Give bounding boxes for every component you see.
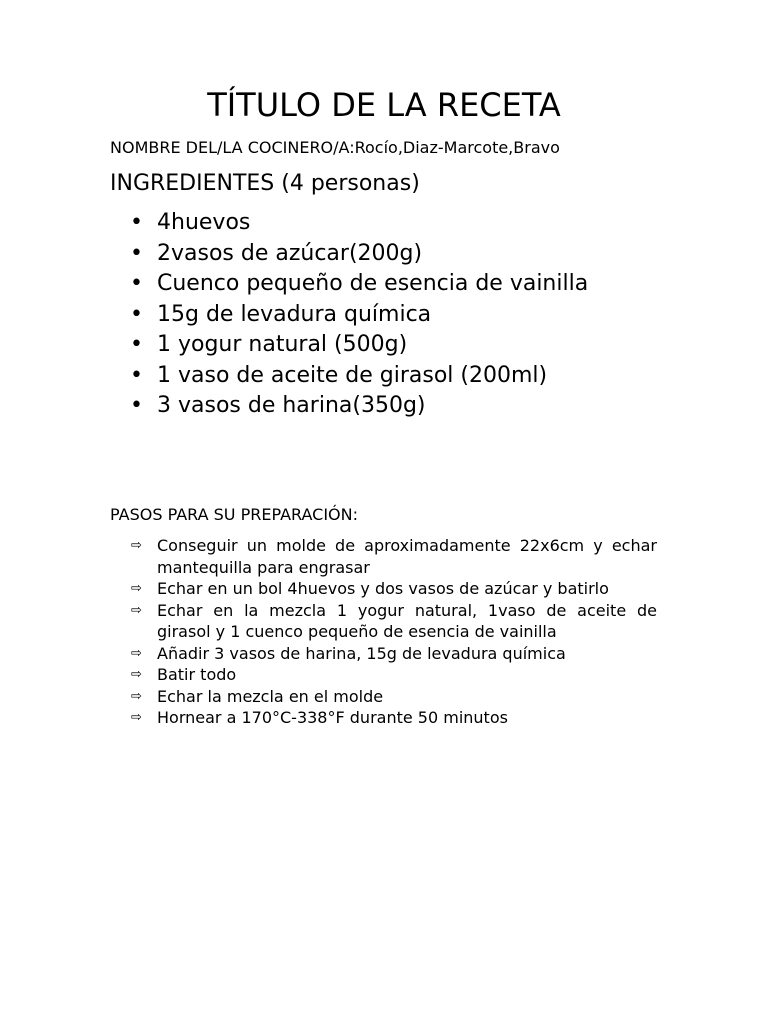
bullet-icon: • xyxy=(130,301,143,327)
ingredient-item xyxy=(110,239,657,270)
ingredient-item xyxy=(110,391,657,422)
ingredient-item xyxy=(110,208,657,239)
ingredient-item xyxy=(110,361,657,392)
ingredient-text: 15g de levadura química xyxy=(157,301,432,327)
step-item xyxy=(131,578,657,600)
step-text: Hornear a 170°C-338°F durante 50 minutos xyxy=(157,708,508,727)
ingredient-text: 3 vasos de harina(350g) xyxy=(157,393,426,418)
step-text: Añadir 3 vasos de harina, 15g de levadura química xyxy=(157,643,566,663)
steps-list xyxy=(131,535,657,729)
step-item xyxy=(131,600,657,643)
bullet-icon: • xyxy=(130,271,143,296)
arrow-right-icon: ⇨ xyxy=(131,581,142,596)
arrow-right-icon: ⇨ xyxy=(131,538,142,553)
bullet-icon: • xyxy=(130,332,143,357)
cook-name-line: NOMBRE DEL/LA COCINERO/A:Rocío,Diaz-Marcote,Bravo xyxy=(110,138,560,157)
bullet-icon: • xyxy=(130,210,143,235)
ingredient-item xyxy=(110,300,657,331)
step-item xyxy=(131,535,657,578)
ingredient-text: 4huevos xyxy=(157,210,251,235)
ingredient-text: Cuenco pequeño de esencia de vainilla xyxy=(157,271,589,296)
step-item xyxy=(131,643,657,665)
step-text: Batir todo xyxy=(157,665,237,684)
ingredient-item xyxy=(110,269,657,300)
arrow-right-icon: ⇨ xyxy=(131,602,142,618)
step-text: Echar en la mezcla 1 yogur natural, 1vaso de aceite de girasol y 1 cuenco pequeño de esencia de vainilla xyxy=(157,600,657,641)
ingredient-text: 1 yogur natural (500g) xyxy=(157,332,408,357)
bullet-icon: • xyxy=(130,393,143,418)
bullet-icon: • xyxy=(130,362,143,388)
step-item xyxy=(131,664,657,686)
arrow-right-icon: ⇨ xyxy=(131,667,142,682)
step-text: Echar la mezcla en el molde xyxy=(157,686,384,706)
step-item xyxy=(131,707,657,729)
arrow-right-icon: ⇨ xyxy=(131,688,142,704)
step-item xyxy=(131,686,657,708)
ingredient-text: 2vasos de azúcar(200g) xyxy=(157,240,423,266)
recipe-title: TÍTULO DE LA RECETA xyxy=(207,86,561,124)
bullet-icon: • xyxy=(130,240,143,266)
arrow-right-icon: ⇨ xyxy=(131,645,142,661)
steps-heading: PASOS PARA SU PREPARACIÓN: xyxy=(110,505,359,524)
step-text: Conseguir un molde de aproximadamente 22x6cm y echar mantequilla para engrasar xyxy=(157,536,657,577)
ingredients-heading: INGREDIENTES (4 personas) xyxy=(110,171,420,196)
ingredient-item xyxy=(110,330,657,361)
step-text: Echar en un bol 4huevos y dos vasos de azúcar y batirlo xyxy=(157,579,609,598)
ingredients-list xyxy=(110,208,657,422)
arrow-right-icon: ⇨ xyxy=(131,710,142,725)
ingredient-text: 1 vaso de aceite de girasol (200ml) xyxy=(157,362,548,388)
